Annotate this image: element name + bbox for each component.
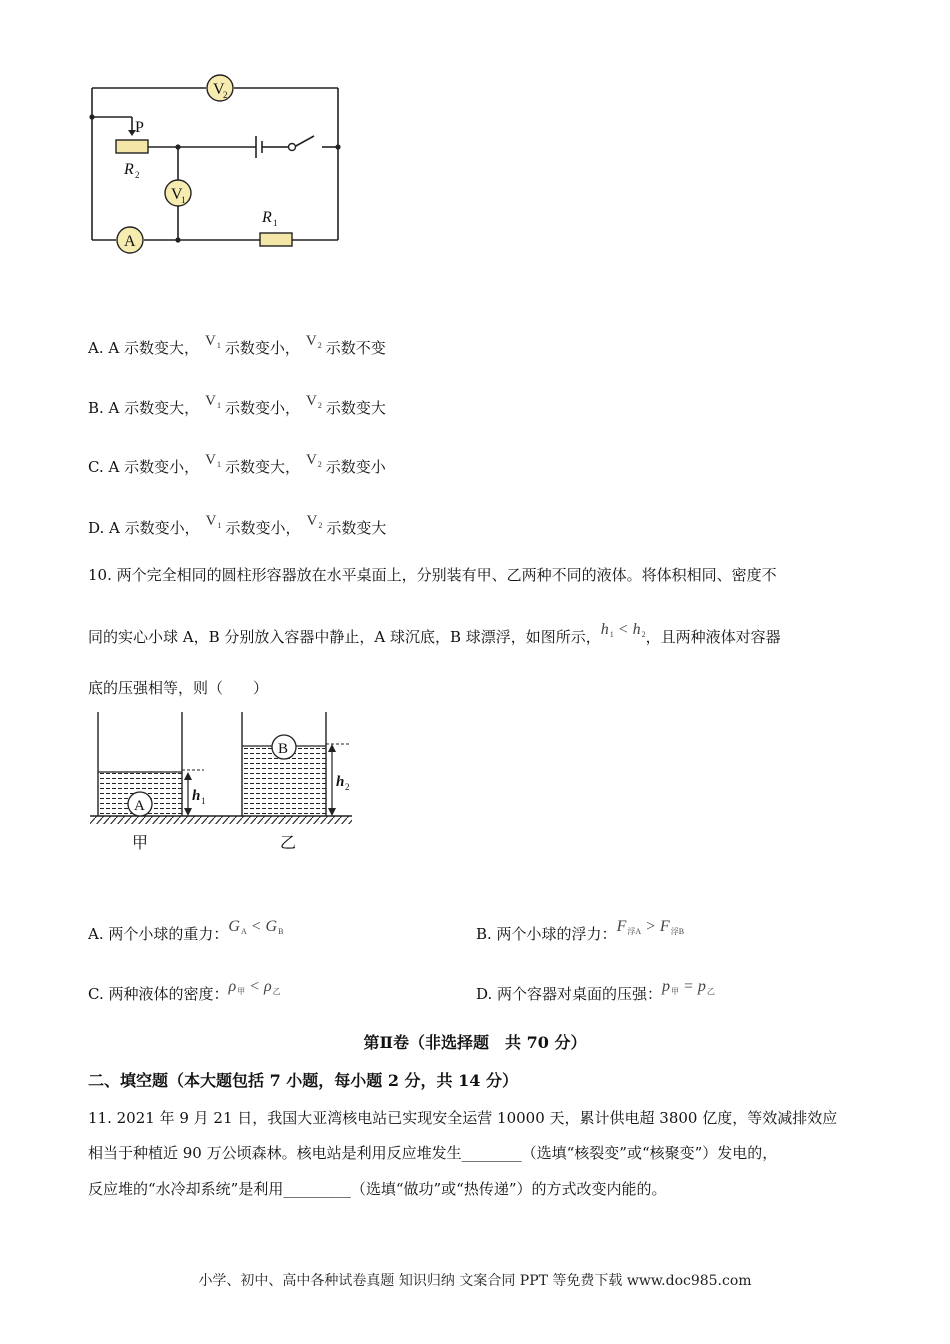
ammeter-label: A [124,233,136,250]
ball-a-label: A [134,798,145,814]
svg-text:2: 2 [345,782,350,792]
v2-symbol: $V^2$ [306,513,323,530]
q9-option-b: B. A 示数变大， $V^1$ 示数变小， $V^2$ 示数变大 [88,396,386,420]
rho-compare-expr: ρ甲 < ρ乙 [228,978,281,996]
svg-text:2: 2 [135,170,140,180]
r2-label: R [124,161,134,178]
ball-b-label: B [278,741,289,757]
v1-meter-label: V [171,186,183,203]
q10-stem-line1: 10. 两个完全相同的圆柱形容器放在水平桌面上，分别装有甲、乙两种不同的液体。将体积相同、密度不 [88,566,777,584]
q9-option-a: A. A 示数变大， $V^1$ 示数变小， $V^2$ 示数不变 [88,336,386,360]
svg-text:1: 1 [181,195,186,205]
v2-symbol: $V^2$ [305,333,322,350]
v1-symbol: $V^1$ [205,452,221,469]
q9-option-d: D. A 示数变小， $V^1$ 示数变小， $V^2$ 示数变大 [88,516,386,540]
q10-option-c: C. 两种液体的密度：ρ甲 < ρ乙 [88,978,281,1003]
q10-stem-line2: 同的实心小球 A，B 分别放入容器中静止，A 球沉底，B 球漂浮，如图所示，h1 < h2，且两种液体对容器 [88,621,781,646]
v1-symbol: $V^1$ [205,393,222,410]
circuit-diagram [84,70,354,260]
q9-option-c: C. A 示数变小， $V^1$ 示数变大， $V^2$ 示数变小 [88,455,386,479]
slider-p-label: P [135,119,144,136]
volume-two-title: 第Ⅱ卷（非选择题 共 70 分） [363,1033,587,1052]
q10-stem-line3: 底的压强相等，则（ ） [88,679,269,697]
q10-option-a: A. 两个小球的重力：GA < GB [88,918,284,943]
page-footer: 小学、初中、高中各种试卷真题 知识归纳 文案合同 PPT 等免费下载 www.doc985.com [198,1273,752,1289]
p-equal-expr: p甲 = p乙 [662,978,715,996]
q10-option-b: B. 两个小球的浮力：F浮A > F浮B [476,918,685,943]
v2-symbol: $V^2$ [306,393,322,410]
h1-label: h [192,788,201,804]
v1-symbol: $V^1$ [205,513,222,530]
h2-label: h [336,774,345,790]
v1-symbol: $V^1$ [204,333,221,350]
q11-line1: 11. 2021 年 9 月 21 日，我国大亚湾核电站已实现安全运营 10000 天，累计供电超 3800 亿度，等效减排效应 [88,1109,838,1127]
q11-line3: 反应堆的“水冷却系统”是利用_________（选填“做功”或“热传递”）的方式改变内能的。 [88,1180,667,1198]
containers-figure [88,706,360,856]
r1-label: R [262,209,272,226]
ga-lt-gb-expr: GA < GB [228,918,284,936]
svg-text:2: 2 [223,90,228,100]
h1-lt-h2-expr: h1 < h2 [600,621,646,639]
fa-gt-fb-expr: F浮A > F浮B [616,918,685,936]
svg-text:1: 1 [201,796,206,806]
fill-in-section-title: 二、填空题（本大题包括 7 小题，每小题 2 分，共 14 分） [88,1071,518,1090]
label-jia: 甲 [132,833,149,852]
v2-symbol: $V^2$ [305,452,322,469]
q11-line2: 相当于种植近 90 万公顷森林。核电站是利用反应堆发生________（选填“核裂变”或“核聚变”）发电的， [88,1144,778,1162]
q10-option-d: D. 两个容器对桌面的压强：p甲 = p乙 [476,978,715,1003]
svg-text:1: 1 [273,218,278,228]
v2-meter-label: V [213,81,225,98]
label-yi: 乙 [280,833,297,852]
